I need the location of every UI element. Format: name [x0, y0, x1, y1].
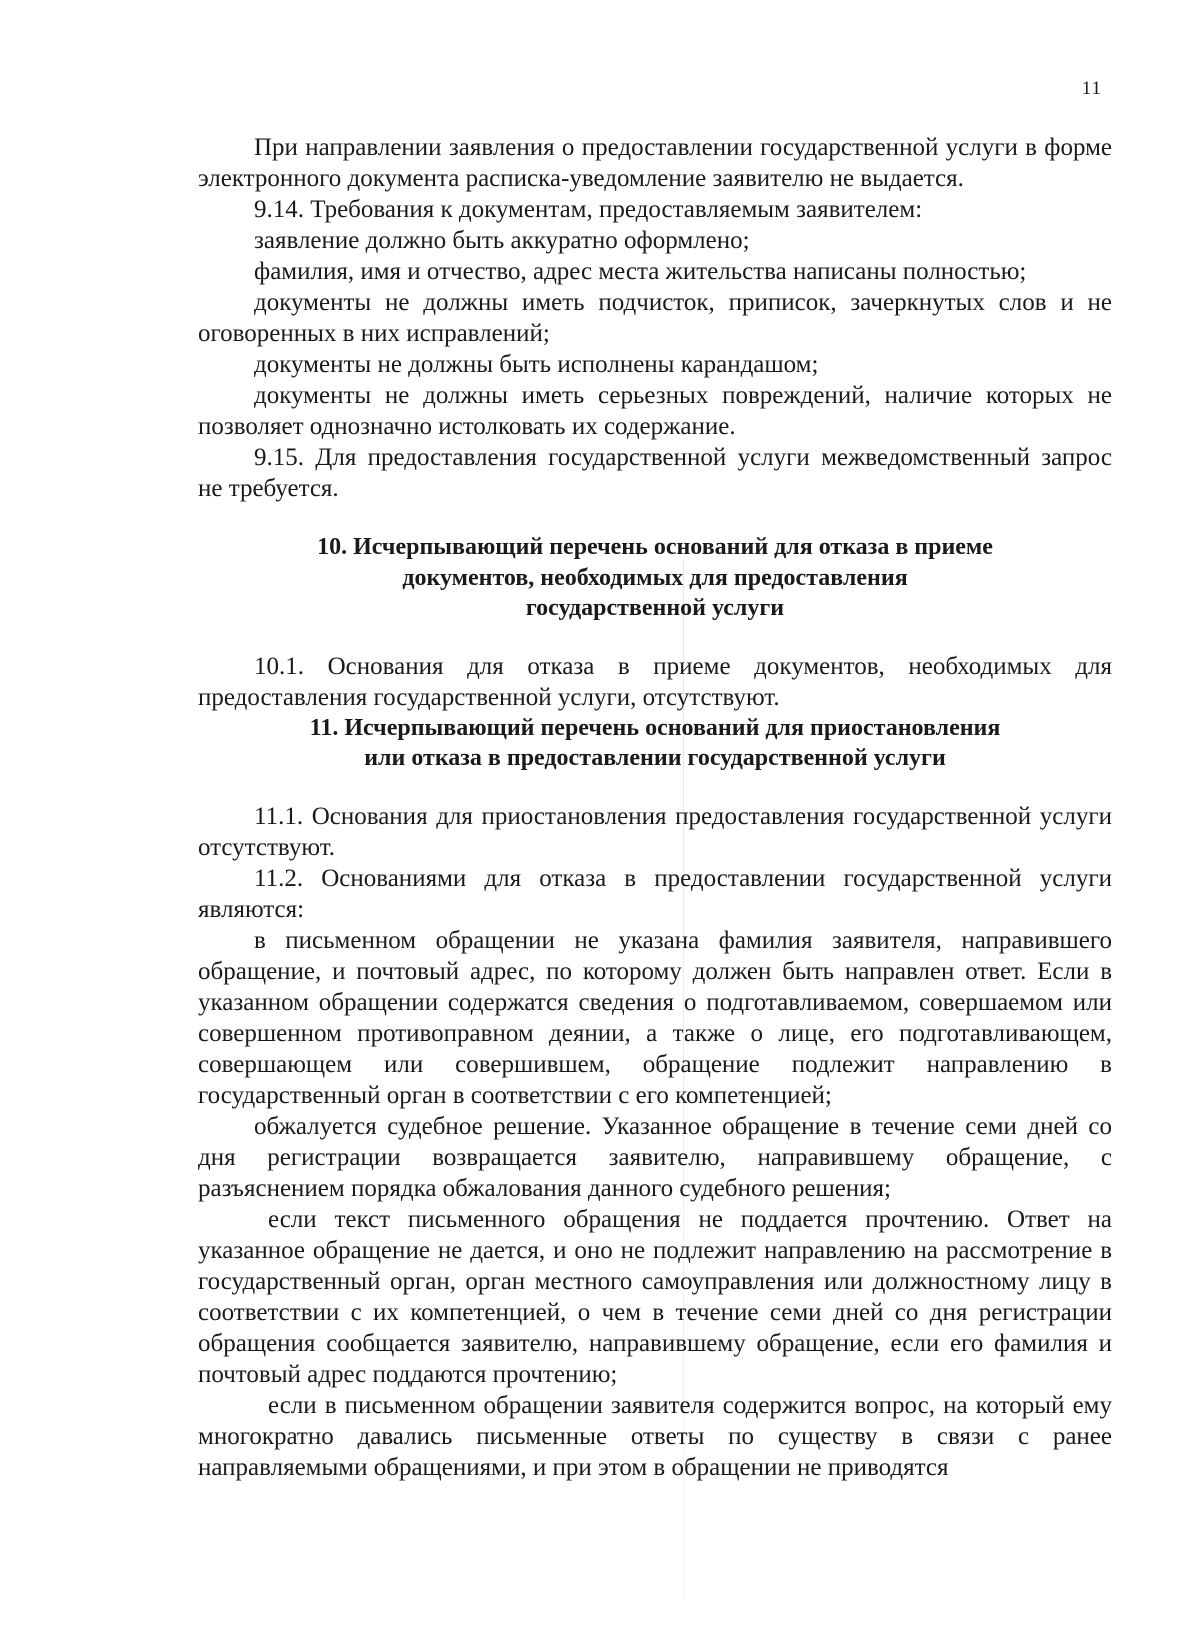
- paragraph: 9.14. Требования к документам, предоставляемым заявителем:: [254, 196, 923, 223]
- document-body: [198, 132, 1112, 1483]
- paragraph: документы не должны быть исполнены карандашом;: [254, 351, 819, 378]
- paragraph: 11.2. Основаниями для отказа в предоставлении государственной услуги являются:: [198, 864, 1112, 923]
- paragraph: если текст письменного обращения не поддается прочтению. Ответ на указанное обращение не дается, и оно не подлежит направлению на рассмотрение в государственный орган, орган местного самоуправления или должностному лицу в соответствии с их компетенцией, о чем в течение семи дней со дня регистрации обращения сообщается заявителю, направившему обращение, если его фамилия и почтовый адрес поддаются прочтению;: [198, 1205, 1112, 1388]
- heading-line: 11. Исчерпывающий перечень оснований для приостановления: [309, 714, 1001, 741]
- paragraph: если в письменном обращении заявителя содержится вопрос, на который ему многократно давались письменные ответы по существу в связи с ранее направляемыми обращениями, и при этом в обращении не приводятся: [198, 1391, 1112, 1481]
- paragraph: фамилия, имя и отчество, адрес места жительства написаны полностью;: [254, 258, 1027, 285]
- heading-line: документов, необходимых для предоставления: [402, 564, 908, 591]
- page-number: 11: [1081, 78, 1102, 99]
- paragraph: заявление должно быть аккуратно оформлено;: [254, 227, 750, 254]
- paragraph: обжалуется судебное решение. Указанное обращение в течение семи дней со дня регистрации возвращается заявителю, направившему обращение, с разъяснением порядка обжалования данного судебного решения;: [198, 1112, 1112, 1202]
- paragraph: в письменном обращении не указана фамилия заявителя, направившего обращение, и почтовый адрес, по которому должен быть направлен ответ. Если в указанном обращении содержатся сведения о подготавливаемом, совершаемом или совершенном противоправном деянии, а также о лице, его подготавливающем, совершающем или совершившем, обращение подлежит направлению в государственный орган в соответствии с его компетенцией;: [198, 926, 1112, 1109]
- paragraph: 10.1. Основания для отказа в приеме документов, необходимых для предоставления государственной услуги, отсутствуют.: [198, 652, 1112, 711]
- paragraph: 11.1. Основания для приостановления предоставления государственной услуги отсутствуют.: [198, 802, 1112, 861]
- heading-line: или отказа в предоставлении государственной услуги: [364, 745, 946, 771]
- section-11-heading: [198, 713, 1112, 774]
- paragraph: документы не должны иметь серьезных повреждений, наличие которых не позволяет однозначно истолковать их содержание.: [198, 382, 1112, 440]
- section-10-heading: [198, 532, 1112, 624]
- paragraph: 9.15. Для предоставления государственной услуги межведомственный запрос не требуется.: [198, 444, 1112, 502]
- paragraph: При направлении заявления о предоставлении государственной услуги в форме электронного документа расписка-уведомление заявителю не выдается.: [198, 134, 1112, 192]
- paragraph: документы не должны иметь подчисток, приписок, зачеркнутых слов и не оговоренных в них исправлений;: [198, 289, 1112, 347]
- heading-line: государственной услуги: [525, 595, 785, 621]
- heading-line: 10. Исчерпывающий перечень оснований для отказа в приеме: [317, 534, 993, 560]
